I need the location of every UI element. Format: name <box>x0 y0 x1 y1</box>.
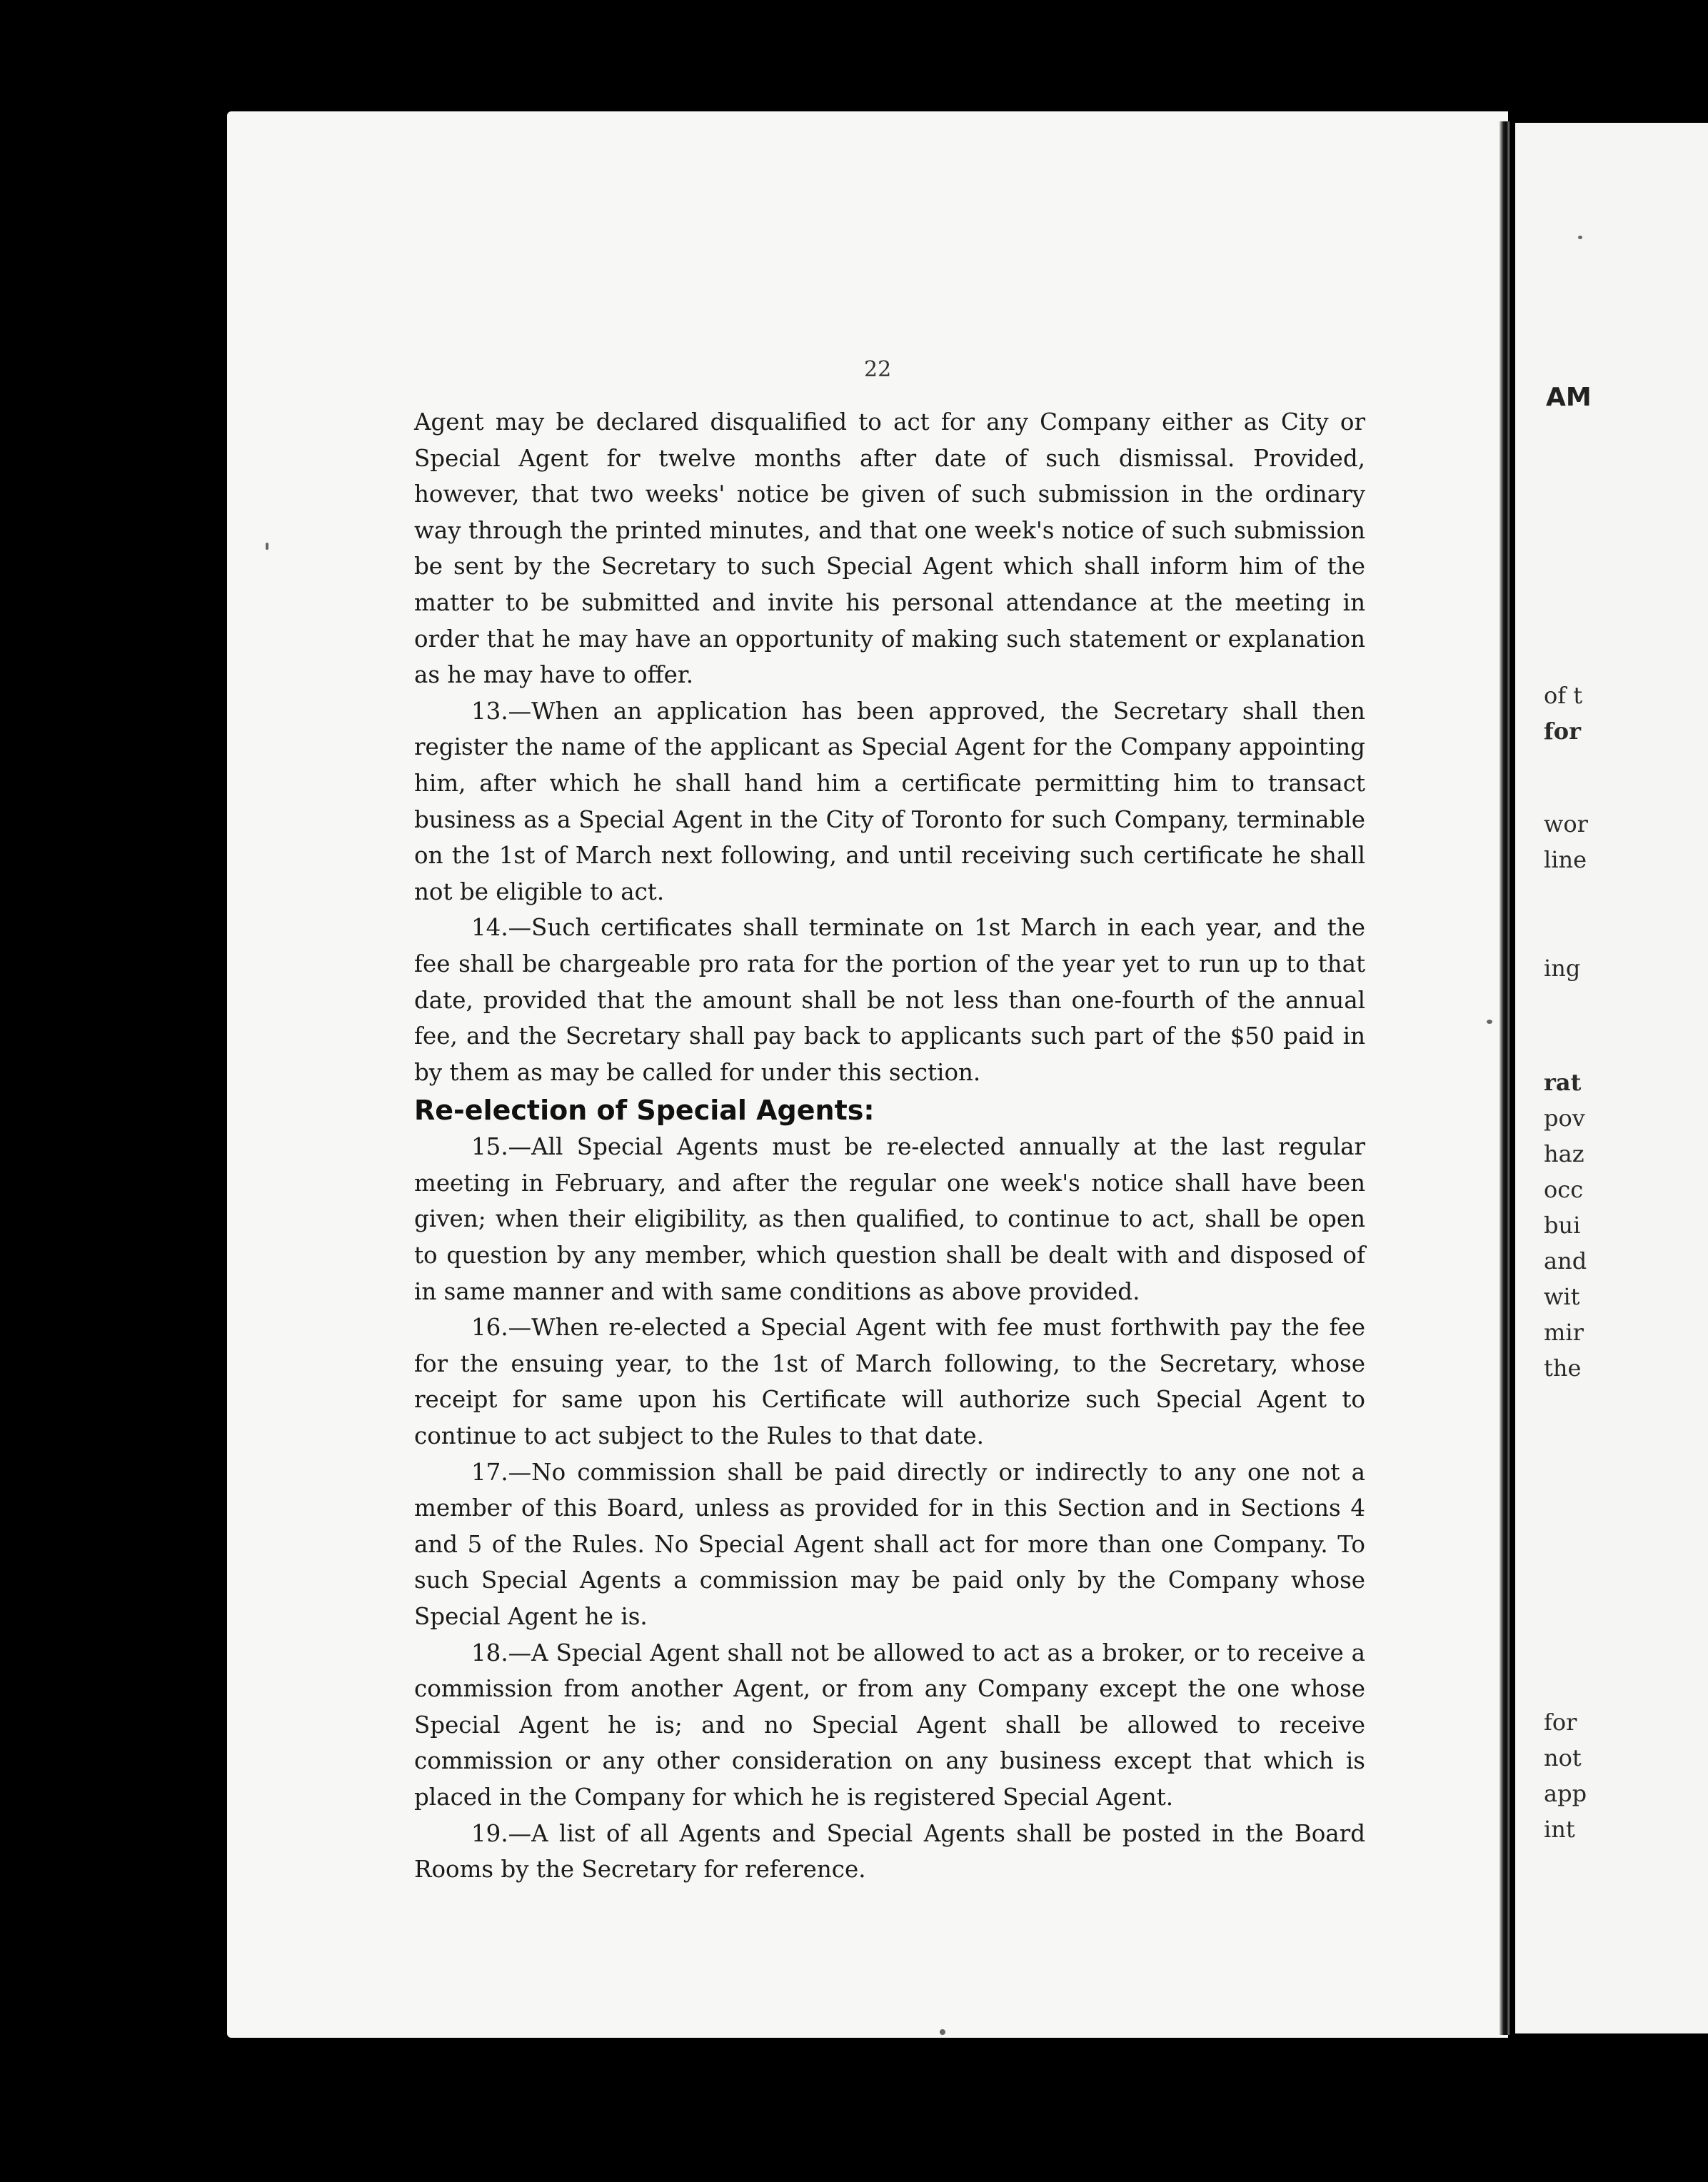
right-fragment: wit <box>1544 1283 1580 1310</box>
right-fragment: rat <box>1544 1069 1582 1096</box>
paragraph-19: 19.—A list of all Agents and Special Agents shall be posted in the Board Rooms by the Secretary for reference. <box>414 1819 1365 1884</box>
paragraph-continuation: Agent may be declared disqualified to act for any Company either as City or Special Agent for twelve months after date of such dismissal. Provided, however, that two weeks' notice be given of such submission in the ordinary way through the printed minutes, and that one week's notice of such submission be sent by the Secretary to such Special Agent which shall inform him of the matter to be submitted and invite his personal attendance at the meeting in order that he may have an opportunity of making such statement or explanation as he may have to offer. <box>414 408 1365 689</box>
page-body <box>414 404 1365 1888</box>
right-fragment: wor <box>1544 810 1588 838</box>
paper-speck <box>1487 1020 1492 1024</box>
page-number: 22 <box>864 357 892 382</box>
right-fragment: ing <box>1544 955 1581 982</box>
right-fragment: of t <box>1544 682 1583 709</box>
paragraph-13: 13.—When an application has been approved, the Secretary shall then register the name of the applicant as Special Agent for the Company appointing him, after which he shall hand him a certificate permitting him to transact business as a Special Agent in the City of Toronto for such Company, terminable on the 1st of March next following, and until receiving such certificate he shall not be eligible to act. <box>414 697 1365 905</box>
right-fragment: haz <box>1544 1140 1584 1167</box>
paragraph-16: 16.—When re-elected a Special Agent with fee must forthwith pay the fee for the ensuing year, to the 1st of March following, to the Secretary, whose receipt for same upon his Certificate will authorize such Special Agent to continue to act subject to the Rules to that date. <box>414 1314 1365 1450</box>
right-fragment: app <box>1544 1780 1587 1807</box>
right-fragment: line <box>1544 846 1587 873</box>
right-fragment: mir <box>1544 1319 1584 1346</box>
paragraph-18: 18.—A Special Agent shall not be allowed to act as a broker, or to receive a commission from another Agent, or from any Company except the one whose Special Agent he is; and no Special Agent shall be allowed to receive commission or any other consideration on any business except that which is placed in the Company for which he is registered Special Agent. <box>414 1639 1365 1811</box>
right-fragment: pov <box>1544 1105 1585 1132</box>
right-fragment: bui <box>1544 1212 1581 1239</box>
paragraph-15: 15.—All Special Agents must be re-elected annually at the last regular meeting in February, and after the regular one week's notice shall have been given; when their eligibility, as then qualified, to continue to act, shall be open to question by any member, which question shall be dealt with and disposed of in same manner and with same conditions as above provided. <box>414 1133 1365 1305</box>
paper-speck <box>940 2029 945 2035</box>
paper-speck <box>1578 236 1582 239</box>
book-gutter <box>1499 121 1509 2035</box>
section-heading: Re-election of Special Agents: <box>414 1095 875 1127</box>
right-fragment: the <box>1544 1354 1582 1382</box>
paragraph-17: 17.—No commission shall be paid directly or indirectly to any one not a member of this Board, unless as provided for in this Section and in Sections 4 and 5 of the Rules. No Special Agent shall act for more than one Company. To such Special Agents a commission may be paid only by the Company whose Special Agent he is. <box>414 1458 1365 1630</box>
paragraph-14: 14.—Such certificates shall terminate on 1st March in each year, and the fee shall be chargeable pro rata for the portion of the year yet to run up to that date, provided that the amount shall be not less than one-fourth of the annual fee, and the Secretary shall pay back to applicants such part of the $50 paid in by them as may be called for under this section. <box>414 914 1365 1086</box>
right-fragment: for <box>1544 1709 1577 1736</box>
right-fragment: int <box>1544 1816 1575 1843</box>
right-page-title: AM <box>1546 383 1592 412</box>
right-fragment: not <box>1544 1744 1582 1771</box>
right-fragment: and <box>1544 1247 1587 1274</box>
right-fragment: for <box>1544 718 1581 745</box>
paper-speck <box>266 543 268 550</box>
right-fragment: occ <box>1544 1176 1584 1203</box>
